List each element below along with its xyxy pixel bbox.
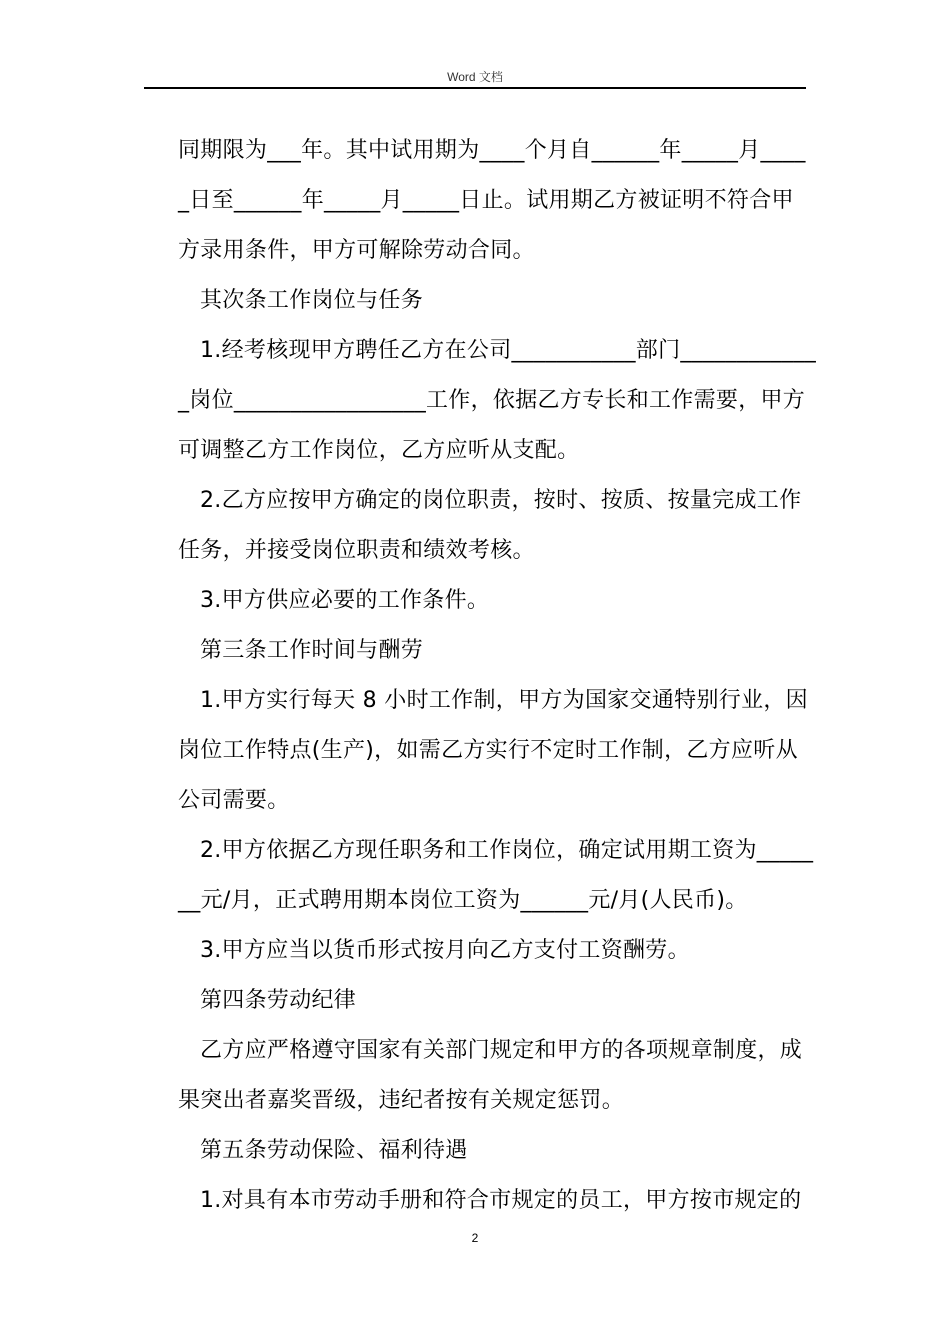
body-line: 2.甲方依据乙方现任职务和工作岗位，确定试用期工资为_____: [200, 838, 814, 863]
section-heading: 第五条劳动保险、福利待遇: [200, 1138, 468, 1163]
header-divider: [144, 87, 806, 89]
page-number: 2: [471, 1231, 479, 1245]
section-heading: 其次条工作岗位与任务: [200, 288, 424, 313]
body-line: 乙方应严格遵守国家有关部门规定和甲方的各项规章制度，成: [200, 1038, 803, 1063]
body-line: 2.乙方应按甲方确定的岗位职责，按时、按质、按量完成工作: [200, 488, 802, 513]
body-line: 同期限为___年。其中试用期为____个月自______年_____月____: [178, 138, 806, 163]
body-line: 1.经考核现甲方聘任乙方在公司___________部门____________: [200, 338, 816, 363]
document-body: [178, 126, 816, 1226]
body-line: 果突出者嘉奖晋级，违纪者按有关规定惩罚。: [178, 1088, 625, 1113]
body-line: 任务，并接受岗位职责和绩效考核。: [178, 538, 535, 563]
header-title: Word 文档: [447, 70, 503, 84]
body-line: 1.甲方实行每天 8 小时工作制，甲方为国家交通特别行业，因: [200, 688, 808, 713]
body-line: 岗位工作特点(生产)，如需乙方实行不定时工作制，乙方应听从: [178, 738, 798, 763]
section-heading: 第三条工作时间与酬劳: [200, 638, 424, 663]
body-line: 可调整乙方工作岗位，乙方应听从支配。: [178, 438, 580, 463]
body-line: __元/月，正式聘用期本岗位工资为______元/月(人民币)。: [178, 888, 748, 913]
body-line: _岗位_________________工作，依据乙方专长和工作需要，甲方: [178, 388, 806, 413]
body-line: 1.对具有本市劳动手册和符合市规定的员工，甲方按市规定的: [200, 1188, 802, 1213]
body-line: 3.甲方应当以货币形式按月向乙方支付工资酬劳。: [200, 938, 690, 963]
section-heading: 第四条劳动纪律: [200, 988, 357, 1013]
body-line: 方录用条件，甲方可解除劳动合同。: [178, 238, 535, 263]
body-line: _日至______年_____月_____日止。试用期乙方被证明不符合甲: [178, 188, 794, 213]
body-line: 3.甲方供应必要的工作条件。: [200, 588, 490, 613]
body-line: 公司需要。: [178, 788, 290, 813]
